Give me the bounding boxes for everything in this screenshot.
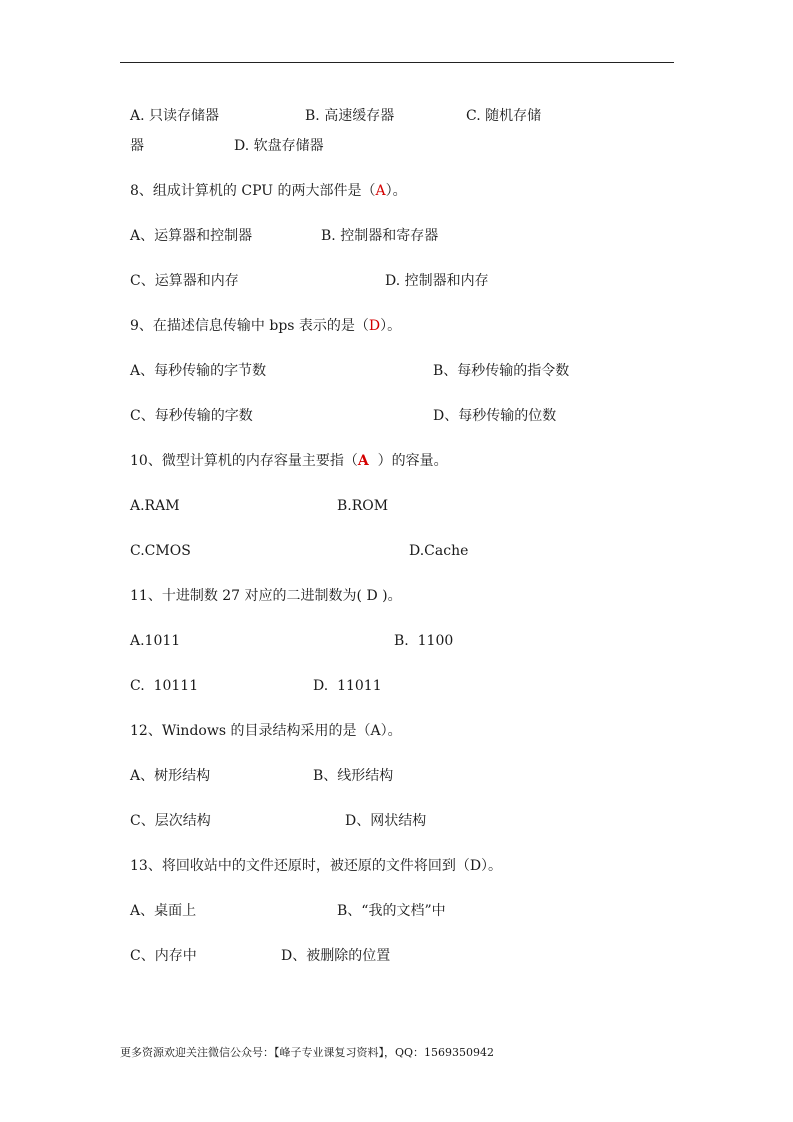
q9-option-b: B、每秒传输的指令数 <box>433 363 570 379</box>
q12-question: 12、Windows 的目录结构采用的是（A）。 <box>130 723 402 739</box>
q10-option-a: A.RAM <box>130 498 180 514</box>
q10-prefix: 10、微型计算机的内存容量主要指（ <box>130 453 358 469</box>
q10-option-c: C.CMOS <box>130 543 191 559</box>
q9-option-a: A、每秒传输的字节数 <box>130 363 267 379</box>
q11-option-b: B. 1100 <box>394 633 454 649</box>
q9-answer: D <box>368 318 381 334</box>
q13-option-c: C、内存中 <box>130 948 197 964</box>
q9-suffix: ）。 <box>380 318 402 334</box>
q11-question: 11、十进制数 27 对应的二进制数为( D )。 <box>130 588 402 604</box>
header-rule <box>120 62 674 63</box>
q9-option-c: C、每秒传输的字数 <box>130 408 253 424</box>
q8-prefix: 8、组成计算机的 CPU 的两大部件是（ <box>130 183 376 199</box>
q8-option-a: A、运算器和控制器 <box>130 228 253 244</box>
q7-option-b: B. 高速缓存器 <box>305 108 395 124</box>
q8-answer: A <box>375 183 386 199</box>
q9-prefix: 9、在描述信息传输中 bps 表示的是（ <box>130 318 369 334</box>
q7-option-c: C. 随机存储 <box>466 108 542 124</box>
q7-option-c-wrap: 器 <box>130 138 144 154</box>
q10-question <box>130 451 448 471</box>
q8-question <box>130 181 407 201</box>
q8-suffix: ）。 <box>385 183 407 199</box>
q8-option-d: D. 控制器和内存 <box>385 273 489 289</box>
q10-answer: A <box>357 453 369 469</box>
q8-option-c: C、运算器和内存 <box>130 273 239 289</box>
q10-suffix: ）的容量。 <box>368 453 448 469</box>
q12-option-c: C、层次结构 <box>130 813 211 829</box>
q10-option-b: B.ROM <box>337 498 389 514</box>
q13-question: 13、将回收站中的文件还原时，被还原的文件将回到（D）。 <box>130 858 503 874</box>
q11-option-c: C. 10111 <box>130 678 199 694</box>
q12-option-d: D、网状结构 <box>345 813 427 829</box>
q10-option-d: D.Cache <box>409 543 469 559</box>
q13-option-a: A、桌面上 <box>130 903 197 919</box>
q11-option-a: A.1011 <box>130 633 181 649</box>
q9-question <box>130 316 401 336</box>
q7-option-a: A. 只读存储器 <box>130 108 220 124</box>
q12-option-a: A、树形结构 <box>130 768 211 784</box>
q11-option-d: D. 11011 <box>313 678 382 694</box>
q12-option-b: B、线形结构 <box>313 768 394 784</box>
q9-option-d: D、每秒传输的位数 <box>433 408 557 424</box>
q7-option-d: D. 软盘存储器 <box>234 138 324 154</box>
footer-text: 更多资源欢迎关注微信公众号：【峰子专业课复习资料】，QQ：1569350942 <box>120 1046 495 1059</box>
q13-option-d: D、被删除的位置 <box>281 948 391 964</box>
q13-option-b: B、“我的文档”中 <box>337 903 446 919</box>
q8-option-b: B. 控制器和寄存器 <box>321 228 439 244</box>
